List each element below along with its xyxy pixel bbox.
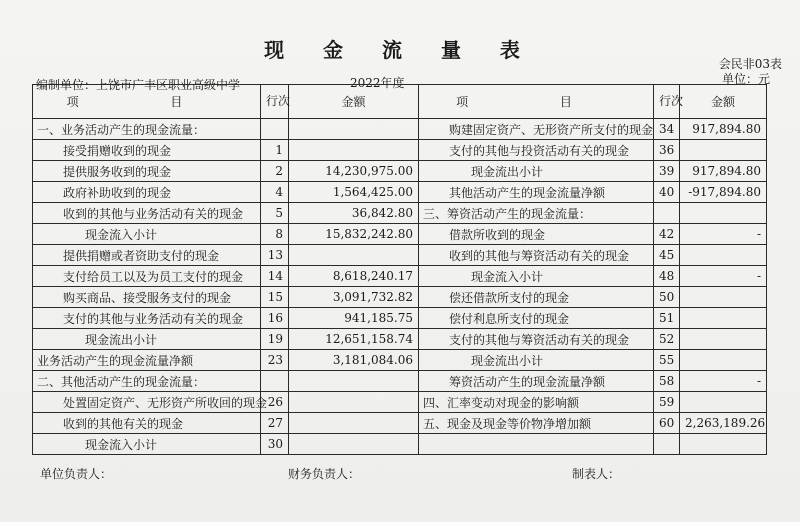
header-line-left: 行次 bbox=[261, 85, 289, 119]
amount-left bbox=[289, 371, 419, 392]
line-number-right: 50 bbox=[654, 287, 680, 308]
line-number-right: 40 bbox=[654, 182, 680, 203]
amount-right bbox=[680, 434, 767, 455]
item-right: 其他活动产生的现金流量净额 bbox=[419, 182, 654, 203]
header-amount-left: 金额 bbox=[289, 85, 419, 119]
unit-head-signature: 单位负责人： bbox=[40, 467, 113, 481]
amount-right: - bbox=[680, 224, 767, 245]
line-number-right: 39 bbox=[654, 161, 680, 182]
reporting-period: 2022年度 bbox=[350, 76, 405, 90]
amount-left: 12,651,158.74 bbox=[289, 329, 419, 350]
table-header-row bbox=[33, 85, 767, 119]
table-row bbox=[33, 182, 767, 203]
amount-right bbox=[680, 392, 767, 413]
item-right: 借款所收到的现金 bbox=[419, 224, 654, 245]
amount-left: 941,185.75 bbox=[289, 308, 419, 329]
item-left: 二、其他活动产生的现金流量： bbox=[33, 371, 261, 392]
table-row bbox=[33, 350, 767, 371]
amount-right: 2,263,189.26 bbox=[680, 413, 767, 434]
amount-left bbox=[289, 140, 419, 161]
amount-left bbox=[289, 119, 419, 140]
item-right: 现金流出小计 bbox=[419, 350, 654, 371]
item-right: 现金流入小计 bbox=[419, 266, 654, 287]
line-number-left: 1 bbox=[261, 140, 289, 161]
table-row bbox=[33, 203, 767, 224]
line-number-left: 5 bbox=[261, 203, 289, 224]
line-number-right: 42 bbox=[654, 224, 680, 245]
line-number-left: 30 bbox=[261, 434, 289, 455]
line-number-right: 36 bbox=[654, 140, 680, 161]
amount-right bbox=[680, 308, 767, 329]
header-item-right: 项 目 bbox=[419, 85, 654, 119]
item-left: 现金流入小计 bbox=[33, 434, 261, 455]
table-row bbox=[33, 392, 767, 413]
line-number-left: 23 bbox=[261, 350, 289, 371]
compiling-unit: 编制单位：上饶市广丰区职业高级中学 bbox=[36, 78, 241, 92]
item-right bbox=[419, 434, 654, 455]
item-left: 支付给员工以及为员工支付的现金 bbox=[33, 266, 261, 287]
amount-right bbox=[680, 329, 767, 350]
item-right: 三、筹资活动产生的现金流量： bbox=[419, 203, 654, 224]
item-left: 收到的其他与业务活动有关的现金 bbox=[33, 203, 261, 224]
amount-right bbox=[680, 140, 767, 161]
amount-right bbox=[680, 203, 767, 224]
amount-left: 36,842.80 bbox=[289, 203, 419, 224]
line-number-left: 8 bbox=[261, 224, 289, 245]
item-left: 购买商品、接受服务支付的现金 bbox=[33, 287, 261, 308]
amount-left: 3,091,732.82 bbox=[289, 287, 419, 308]
amount-right bbox=[680, 350, 767, 371]
header-amount-right: 金额 bbox=[680, 85, 767, 119]
table-row bbox=[33, 245, 767, 266]
amount-left bbox=[289, 245, 419, 266]
table-row bbox=[33, 434, 767, 455]
item-left: 政府补助收到的现金 bbox=[33, 182, 261, 203]
item-left: 提供服务收到的现金 bbox=[33, 161, 261, 182]
amount-right: 917,894.80 bbox=[680, 161, 767, 182]
cash-flow-table bbox=[32, 84, 767, 455]
line-number-left: 14 bbox=[261, 266, 289, 287]
line-number-right: 55 bbox=[654, 350, 680, 371]
line-number-left: 4 bbox=[261, 182, 289, 203]
line-number-left: 13 bbox=[261, 245, 289, 266]
line-number-left bbox=[261, 119, 289, 140]
line-number-left: 15 bbox=[261, 287, 289, 308]
line-number-right: 58 bbox=[654, 371, 680, 392]
item-right: 筹资活动产生的现金流量净额 bbox=[419, 371, 654, 392]
line-number-right: 60 bbox=[654, 413, 680, 434]
preparer-signature: 制表人： bbox=[572, 467, 621, 481]
table-row bbox=[33, 308, 767, 329]
line-number-left: 16 bbox=[261, 308, 289, 329]
line-number-right: 51 bbox=[654, 308, 680, 329]
line-number-right: 45 bbox=[654, 245, 680, 266]
item-left: 支付的其他与业务活动有关的现金 bbox=[33, 308, 261, 329]
table-row bbox=[33, 266, 767, 287]
amount-left: 1,564,425.00 bbox=[289, 182, 419, 203]
item-right: 偿付利息所支付的现金 bbox=[419, 308, 654, 329]
amount-left bbox=[289, 392, 419, 413]
line-number-right bbox=[654, 203, 680, 224]
finance-head-signature: 财务负责人： bbox=[288, 467, 361, 481]
item-right: 偿还借款所支付的现金 bbox=[419, 287, 654, 308]
table-row bbox=[33, 140, 767, 161]
header-item-left: 项 目 bbox=[33, 85, 261, 119]
amount-right: - bbox=[680, 371, 767, 392]
line-number-right bbox=[654, 434, 680, 455]
item-right: 购建固定资产、无形资产所支付的现金 bbox=[419, 119, 654, 140]
item-left: 提供捐赠或者资助支付的现金 bbox=[33, 245, 261, 266]
amount-right: - bbox=[680, 266, 767, 287]
amount-left bbox=[289, 413, 419, 434]
item-right: 收到的其他与筹资活动有关的现金 bbox=[419, 245, 654, 266]
line-number-left: 27 bbox=[261, 413, 289, 434]
item-right: 四、汇率变动对现金的影响额 bbox=[419, 392, 654, 413]
item-left: 收到的其他有关的现金 bbox=[33, 413, 261, 434]
amount-left bbox=[289, 434, 419, 455]
amount-left: 14,230,975.00 bbox=[289, 161, 419, 182]
line-number-right: 48 bbox=[654, 266, 680, 287]
item-left: 业务活动产生的现金流量净额 bbox=[33, 350, 261, 371]
item-right: 五、现金及现金等价物净增加额 bbox=[419, 413, 654, 434]
item-left: 现金流入小计 bbox=[33, 224, 261, 245]
line-number-right: 59 bbox=[654, 392, 680, 413]
amount-left: 3,181,084.06 bbox=[289, 350, 419, 371]
amount-right bbox=[680, 245, 767, 266]
amount-right: -917,894.80 bbox=[680, 182, 767, 203]
amount-left: 15,832,242.80 bbox=[289, 224, 419, 245]
item-right: 支付的其他与投资活动有关的现金 bbox=[419, 140, 654, 161]
item-right: 支付的其他与筹资活动有关的现金 bbox=[419, 329, 654, 350]
table-row bbox=[33, 371, 767, 392]
table-row bbox=[33, 119, 767, 140]
amount-right: 917,894.80 bbox=[680, 119, 767, 140]
currency-unit: 单位：元 bbox=[721, 72, 770, 86]
line-number-right: 34 bbox=[654, 119, 680, 140]
line-number-left: 19 bbox=[261, 329, 289, 350]
amount-right bbox=[680, 287, 767, 308]
header-line-right: 行次 bbox=[654, 85, 680, 119]
amount-left: 8,618,240.17 bbox=[289, 266, 419, 287]
item-left: 接受捐赠收到的现金 bbox=[33, 140, 261, 161]
table-row bbox=[33, 161, 767, 182]
table-row bbox=[33, 329, 767, 350]
line-number-left: 2 bbox=[261, 161, 289, 182]
table-row bbox=[33, 287, 767, 308]
line-number-right: 52 bbox=[654, 329, 680, 350]
item-left: 处置固定资产、无形资产所收回的现金 bbox=[33, 392, 261, 413]
line-number-left: 26 bbox=[261, 392, 289, 413]
item-left: 现金流出小计 bbox=[33, 329, 261, 350]
statement-title: 现 金 流 量 表 bbox=[264, 38, 536, 62]
table-row bbox=[33, 224, 767, 245]
form-code: 会民非03表 bbox=[718, 57, 782, 71]
item-left: 一、业务活动产生的现金流量： bbox=[33, 119, 261, 140]
table-row bbox=[33, 413, 767, 434]
line-number-left bbox=[261, 371, 289, 392]
item-right: 现金流出小计 bbox=[419, 161, 654, 182]
